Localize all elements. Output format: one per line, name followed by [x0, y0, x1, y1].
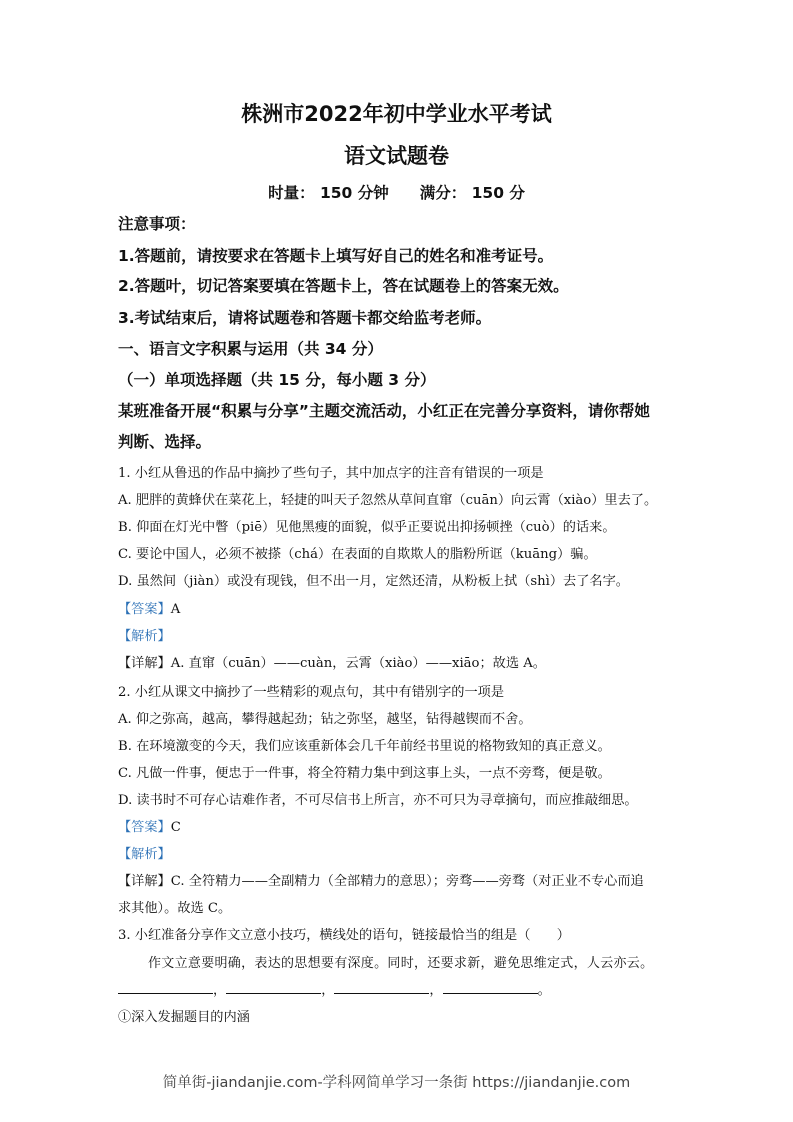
notice-item: 2.答题叶，切记答案要填在答题卡上，答在试题卷上的答案无效。 — [118, 277, 569, 295]
blank-line — [443, 981, 538, 994]
question-stem: 2. 小红从课文中摘抄了一些精彩的观点句，其中有错别字的一项是 — [118, 685, 505, 700]
answer-line — [118, 598, 180, 617]
blank-line — [226, 981, 321, 994]
answer-value: A — [170, 602, 181, 617]
section-intro: 判断、选择。 — [118, 433, 212, 451]
notice-item: 3.考试结束后，请将试题卷和答题卡都交给监考老师。 — [118, 309, 492, 327]
option-b: B. 在环境激变的今天，我们应该重新体会几千年前经书里说的格物致知的真正意义。 — [118, 739, 611, 754]
section-heading: 一、语言文字积累与运用（共 34 分） — [118, 340, 383, 358]
detail-tag: 【详解】 — [118, 874, 171, 889]
option-d: D. 虽然间（jiàn）或没有现钱，但不出一月，定然还清，从粉板上拭（shì）去了名字。 — [118, 574, 629, 589]
page-footer: 简单街-jiandanjie.com-学科网简单学习一条街 https://jiandanjie.com — [162, 1075, 631, 1091]
analysis-tag: 【解析】 — [118, 629, 171, 644]
answer-blanks: ， ， ， 。 — [118, 979, 551, 998]
question-passage: 作文立意要明确，表达的思想要有深度。同时，还要求新，避免思维定式，人云亦云。 — [148, 956, 654, 971]
option-d: D. 读书时不可存心诘难作者，不可尽信书上所言，亦不可只为寻章摘句，而应推敲细思。 — [118, 793, 638, 808]
exam-title: 株洲市2022年初中学业水平考试 — [241, 102, 552, 126]
option-a: A. 仰之弥高，越高，攀得越起劲；钻之弥坚，越坚，钻得越锲而不舍。 — [118, 712, 532, 727]
section-intro: 某班准备开展“积累与分享”主题交流活动，小红正在完善分享资料，请你帮她 — [118, 402, 650, 420]
notice-heading: 注意事项： — [118, 215, 196, 233]
blank-line — [334, 981, 429, 994]
option-b: B. 仰面在灯光中瞥（piē）见他黑瘦的面貌，似乎正要说出抑扬顿挫（cuò）的话来。 — [118, 520, 616, 535]
detail-text: C. 全符精力——全副精力（全部精力的意思）；旁骛——旁骛（对正业不专心而追 — [170, 874, 644, 889]
section-subheading: （一）单项选择题（共 15 分，每小题 3 分） — [118, 371, 436, 389]
detail-text: A. 直窜（cuān）——cuàn，云霄（xiào）——xiāo；故选 A。 — [170, 656, 546, 671]
question-stem: 3. 小红准备分享作文立意小技巧，横线处的语句，链接最恰当的组是（ ） — [118, 928, 570, 943]
option-c: C. 凡做一件事，便忠于一件事，将全符精力集中到这事上头，一点不旁骛，便是敬。 — [118, 766, 611, 781]
answer-value: C — [170, 820, 181, 835]
detail-line — [118, 652, 546, 671]
detail-continued: 求其他）。故选 C。 — [118, 901, 232, 916]
analysis-tag: 【解析】 — [118, 847, 171, 862]
notice-item: 1.答题前，请按要求在答题卡上填写好自己的姓名和准考证号。 — [118, 247, 554, 265]
option-item: ①深入发掘题目的内涵 — [118, 1010, 250, 1025]
answer-tag: 【答案】 — [118, 820, 171, 835]
option-c: C. 要论中国人，必须不被搽（chá）在表面的自欺欺人的脂粉所诓（kuāng）骗。 — [118, 547, 597, 562]
question-stem: 1. 小红从鲁迅的作品中摘抄了些句子，其中加点字的注音有错误的一项是 — [118, 466, 544, 481]
option-a: A. 肥胖的黄蜂伏在菜花上，轻捷的叫天子忽然从草间直窜（cuān）向云霄（xiào）里去了。 — [118, 493, 658, 508]
answer-line — [118, 816, 181, 835]
exam-subtitle: 语文试题卷 — [344, 144, 449, 168]
blank-line — [118, 981, 213, 994]
answer-tag: 【答案】 — [118, 602, 171, 617]
detail-tag: 【详解】 — [118, 656, 171, 671]
time-score-info: 时量： 150 分钟 满分： 150 分 — [268, 184, 525, 202]
detail-line — [118, 870, 644, 889]
